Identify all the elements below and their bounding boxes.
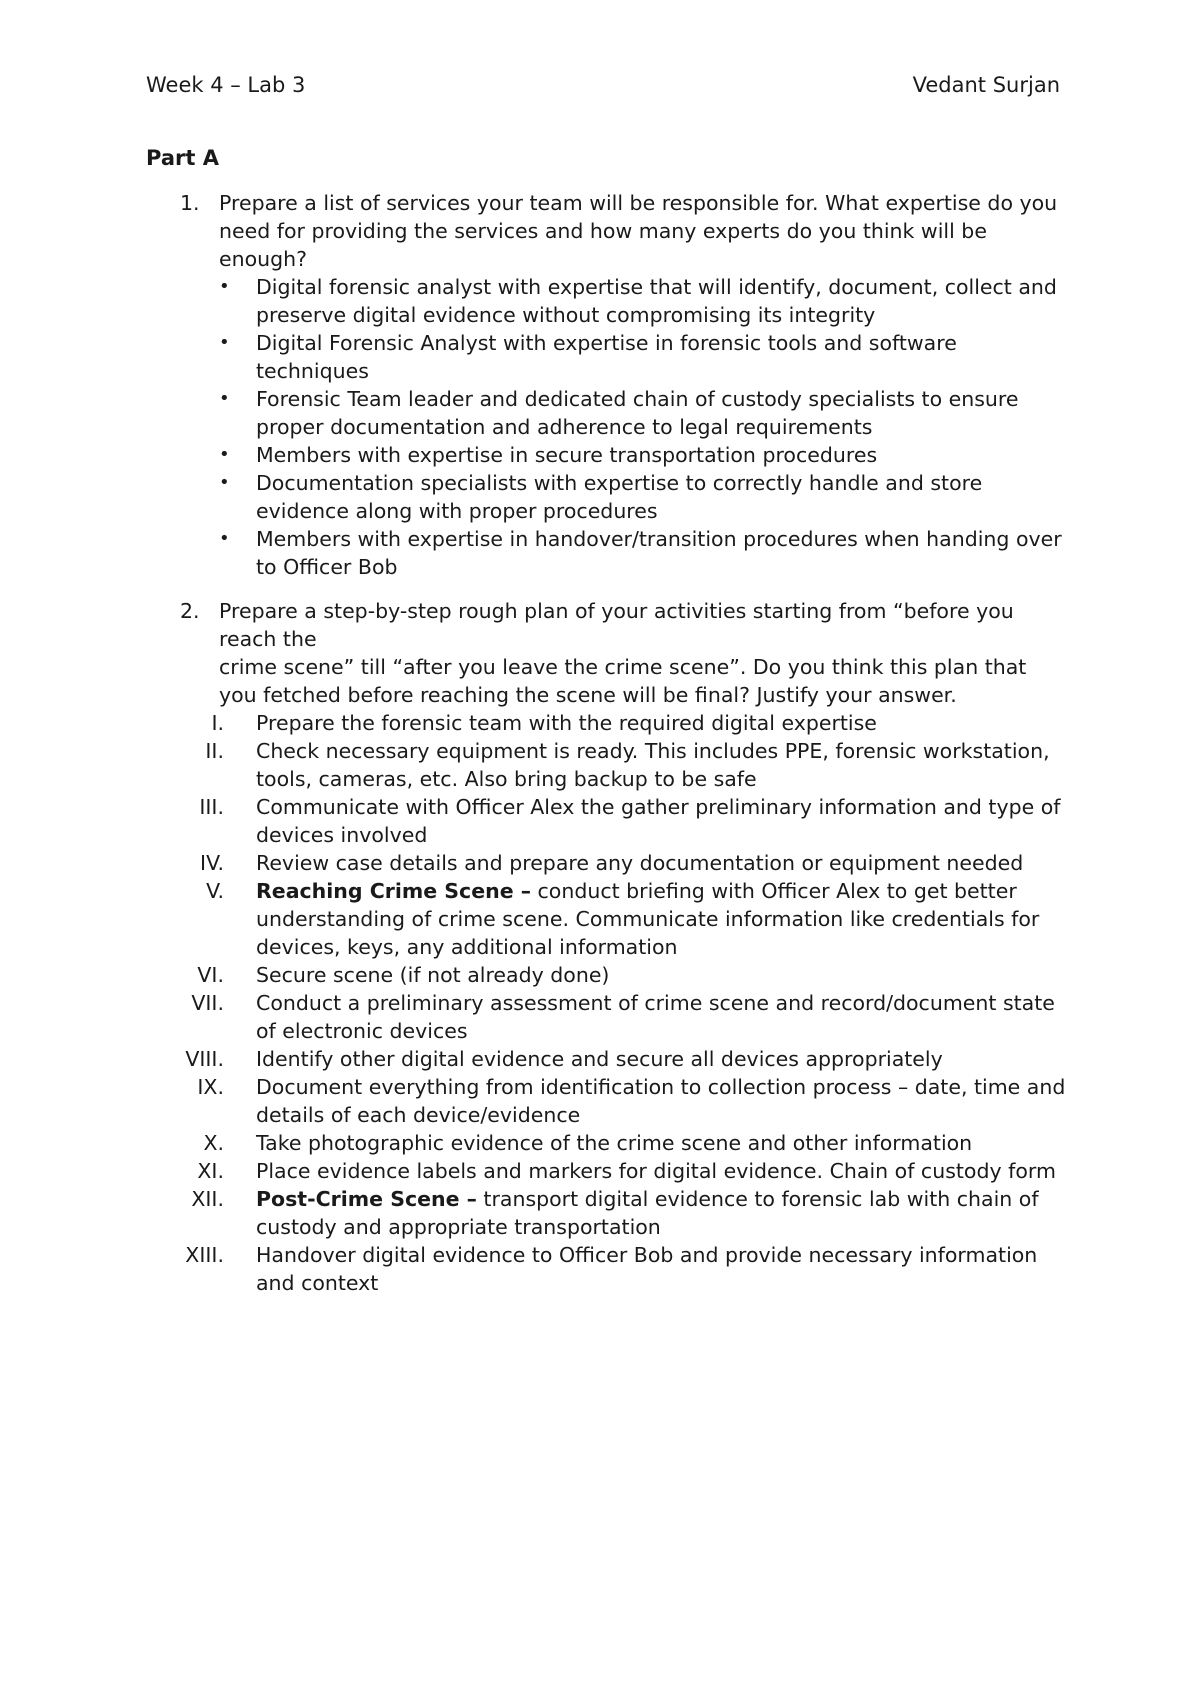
document-content: [146, 189, 1066, 1297]
question-number: 1.: [180, 191, 200, 215]
list-item-text: Digital Forensic Analyst with expertise in forensic tools and software techniques: [256, 331, 957, 383]
bullet-icon: •: [219, 276, 230, 297]
section-title: Part A: [146, 146, 219, 170]
step-text: Handover digital evidence to Officer Bob and provide necessary information and context: [256, 1243, 1038, 1295]
question-number: 2.: [180, 599, 200, 623]
step-number: IX.: [197, 1075, 224, 1099]
list-item: [146, 1129, 1066, 1157]
step-number: VIII.: [185, 1047, 224, 1071]
question-1: [146, 189, 1066, 273]
list-item: [146, 877, 1066, 961]
step-text: Review case details and prepare any documentation or equipment needed: [256, 851, 1024, 875]
step-number: IV.: [200, 851, 224, 875]
step-number: VI.: [197, 963, 224, 987]
list-item-text: Digital forensic analyst with expertise that will identify, document, collect and preserve digital evidence without compromising its integrity: [256, 275, 1057, 327]
step-text: Conduct a preliminary assessment of crime scene and record/document state of electronic devices: [256, 991, 1055, 1043]
step-number: X.: [203, 1131, 224, 1155]
step-text: Place evidence labels and markers for digital evidence. Chain of custody form: [256, 1159, 1056, 1183]
list-item: [146, 709, 1066, 737]
step-text: Communicate with Officer Alex the gather preliminary information and type of devices involved: [256, 795, 1061, 847]
list-item: [146, 793, 1066, 849]
step-number: XI.: [197, 1159, 224, 1183]
step-text: Identify other digital evidence and secure all devices appropriately: [256, 1047, 943, 1071]
header-week-lab: Week 4 – Lab 3: [146, 73, 306, 97]
services-list: [146, 273, 1066, 581]
list-item: [146, 1045, 1066, 1073]
plan-steps-list: [146, 709, 1066, 1297]
list-item: [146, 329, 1066, 385]
list-item: [146, 441, 1066, 469]
step-text: Document everything from identification to collection process – date, time and details of each device/evidence: [256, 1075, 1066, 1127]
list-item: [146, 469, 1066, 525]
list-item: [146, 849, 1066, 877]
bullet-icon: •: [219, 388, 230, 409]
list-item: [146, 737, 1066, 793]
bullet-icon: •: [219, 472, 230, 493]
list-item: [146, 1185, 1066, 1241]
step-bold-label: Reaching Crime Scene –: [256, 879, 531, 903]
list-item-text: Forensic Team leader and dedicated chain of custody specialists to ensure proper documentation and adherence to legal requirements: [256, 387, 1019, 439]
list-item: [146, 1241, 1066, 1297]
list-item-text: Documentation specialists with expertise to correctly handle and store evidence along with proper procedures: [256, 471, 983, 523]
step-number: VII.: [191, 991, 224, 1015]
step-text: conduct briefing with Officer Alex to get better understanding of crime scene. Communicate information like credentials for devices, keys, any additional information: [256, 879, 1040, 959]
step-number: XII.: [191, 1187, 224, 1211]
step-text: transport digital evidence to forensic lab with chain of custody and appropriate transportation: [256, 1187, 1039, 1239]
question-text-line-1: Prepare a step-by-step rough plan of your activities starting from “before you reach the: [219, 599, 1014, 651]
list-item-text: Members with expertise in handover/transition procedures when handing over to Officer Bob: [256, 527, 1062, 579]
step-number: III.: [199, 795, 224, 819]
list-item: [146, 385, 1066, 441]
list-item: [146, 273, 1066, 329]
list-item: [146, 1073, 1066, 1129]
list-item: [146, 525, 1066, 581]
step-number: I.: [211, 711, 224, 735]
step-text: Take photographic evidence of the crime scene and other information: [256, 1131, 973, 1155]
step-bold-label: Post-Crime Scene –: [256, 1187, 477, 1211]
list-item: [146, 961, 1066, 989]
step-number: XIII.: [185, 1243, 224, 1267]
list-item-text: Members with expertise in secure transportation procedures: [256, 443, 878, 467]
step-text: Secure scene (if not already done): [256, 963, 610, 987]
bullet-icon: •: [219, 528, 230, 549]
list-item: [146, 1157, 1066, 1185]
question-text: Prepare a list of services your team will be responsible for. What expertise do you need for providing the services and how many experts do you think will be enough?: [219, 191, 1058, 271]
bullet-icon: •: [219, 332, 230, 353]
list-item: [146, 989, 1066, 1045]
step-text: Prepare the forensic team with the required digital expertise: [256, 711, 877, 735]
step-number: V.: [206, 879, 224, 903]
question-2: [146, 597, 1066, 709]
step-number: II.: [205, 739, 224, 763]
step-text: Check necessary equipment is ready. This includes PPE, forensic workstation, tools, cameras, etc. Also bring backup to be safe: [256, 739, 1050, 791]
question-text-line-2: crime scene” till “after you leave the crime scene”. Do you think this plan that you fetched before reaching the scene will be final? Justify your answer.: [219, 655, 1027, 707]
page-header: [146, 70, 1060, 100]
header-author: Vedant Surjan: [912, 73, 1060, 97]
bullet-icon: •: [219, 444, 230, 465]
